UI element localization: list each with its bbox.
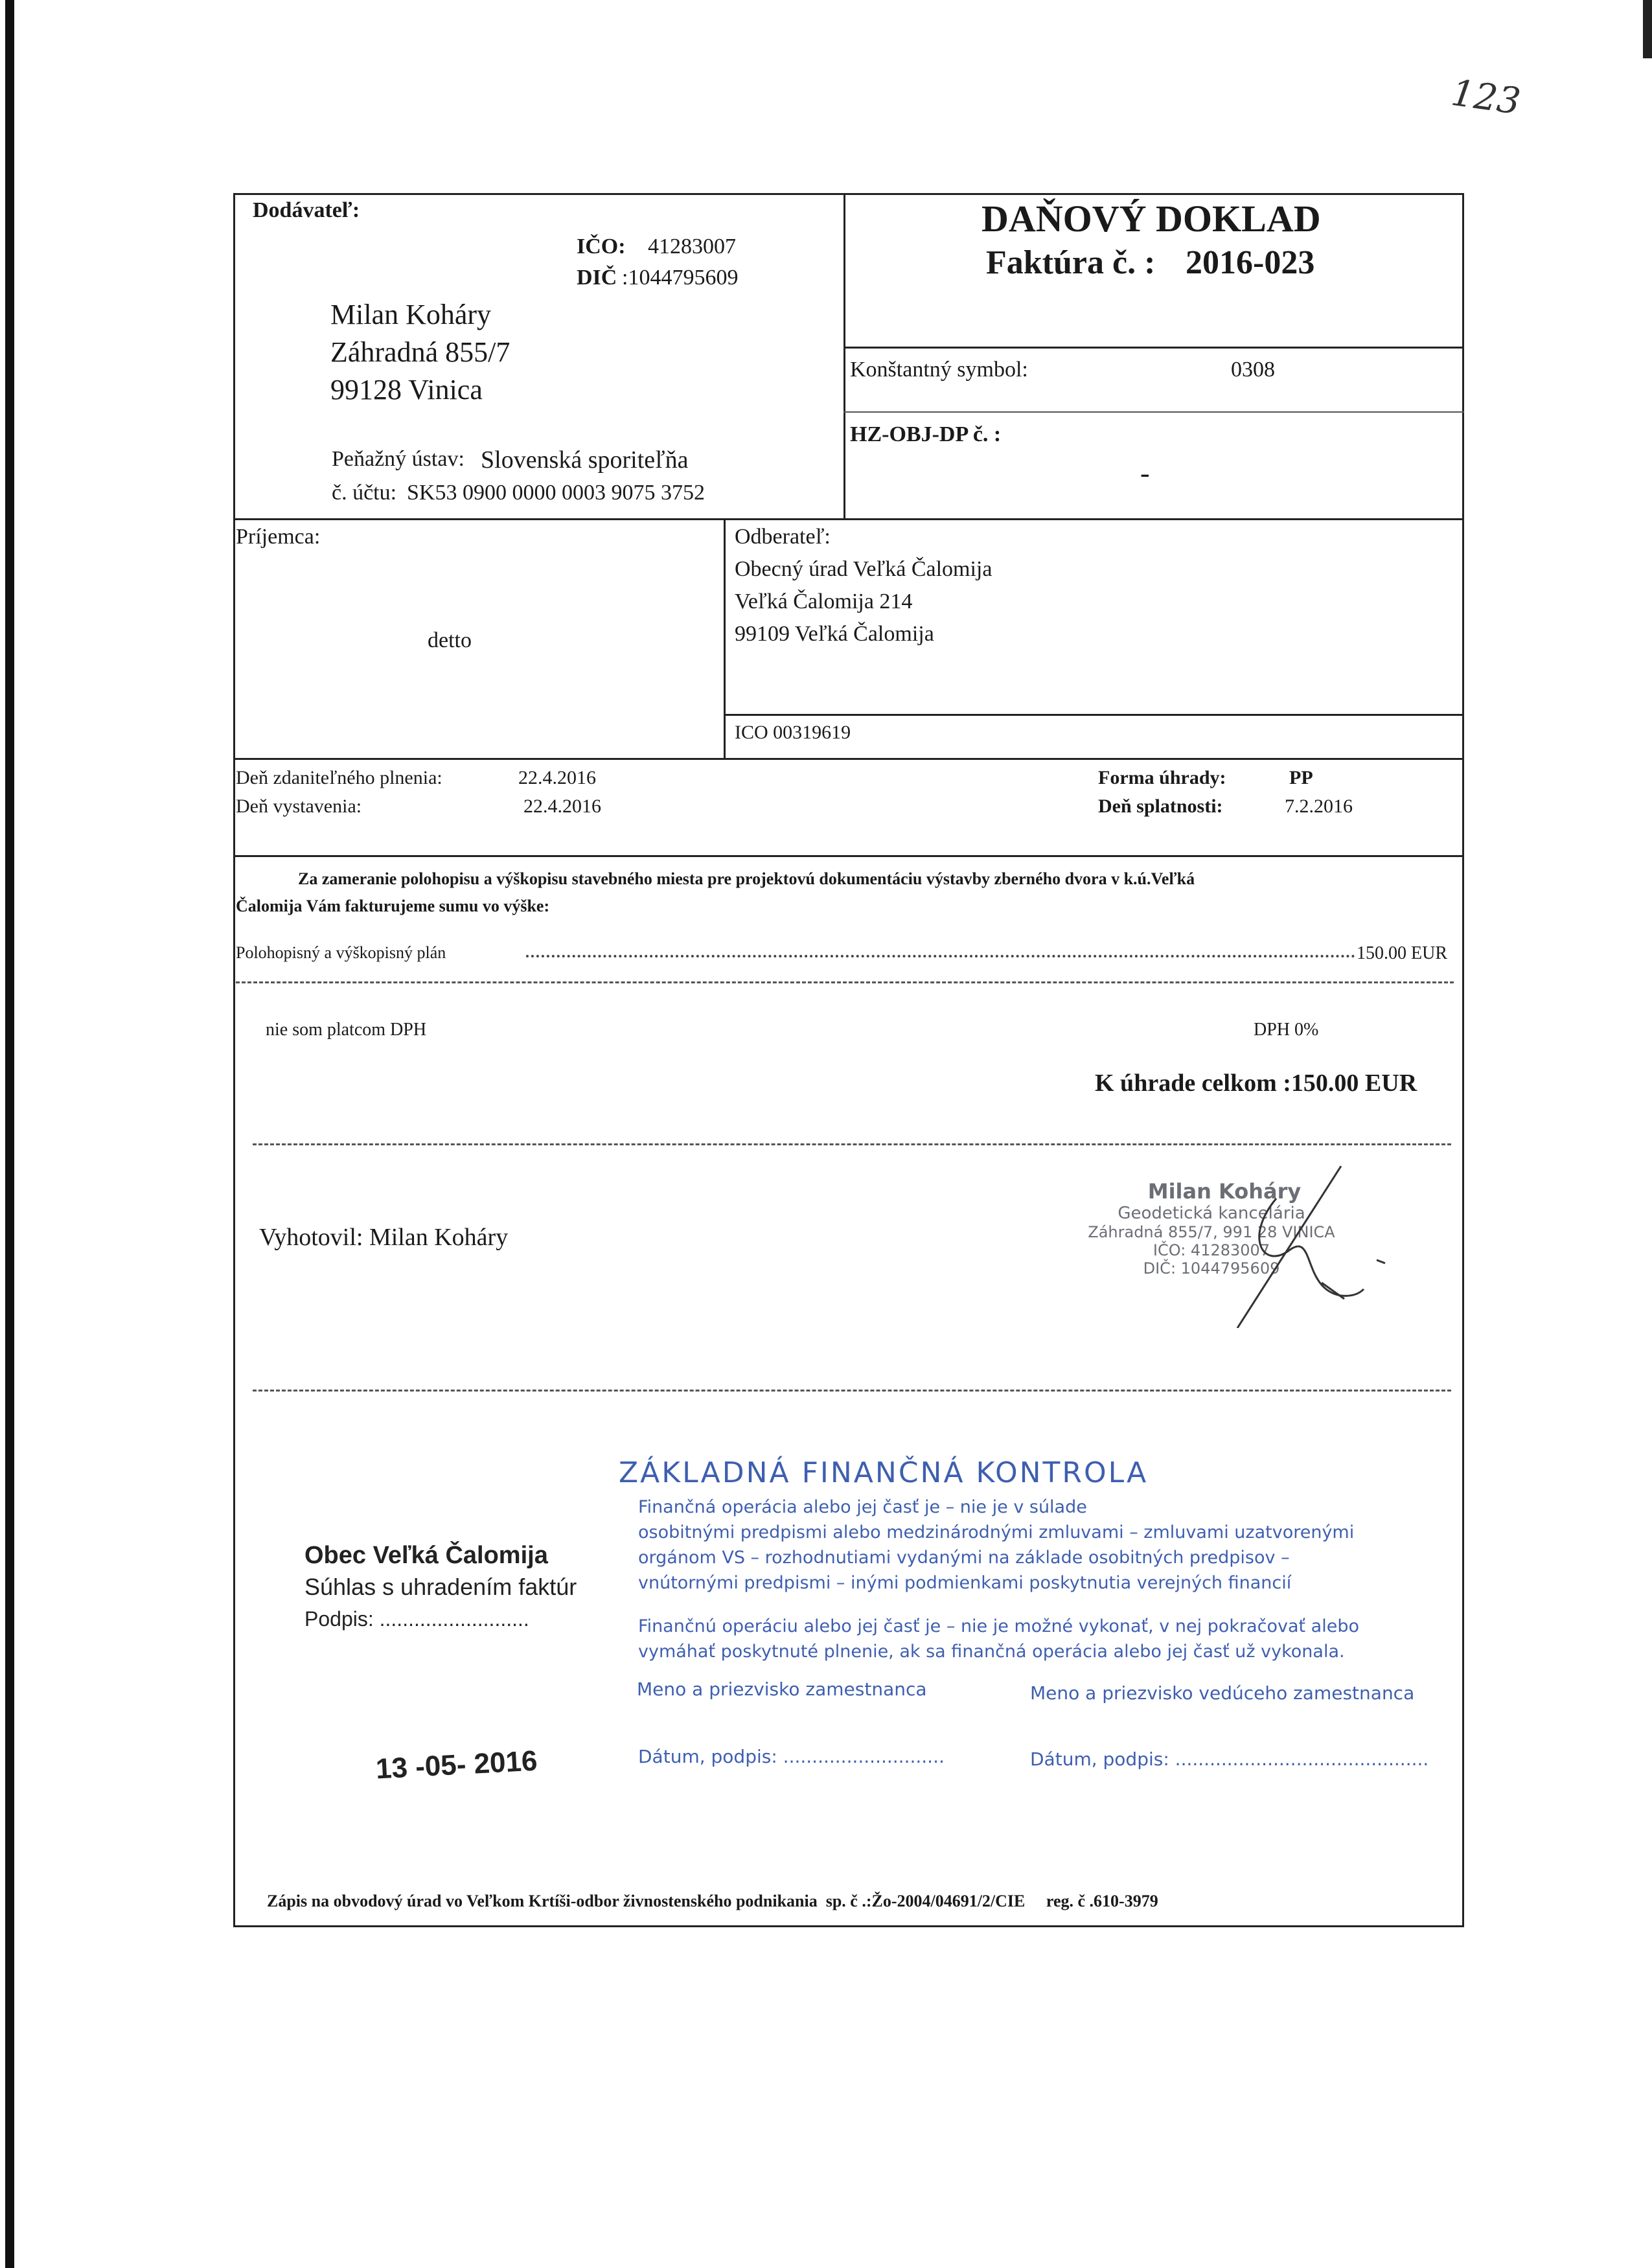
customer-line3: 99109 Veľká Čalomija	[735, 622, 934, 646]
control-name2: Meno a priezvisko vedúceho zamestnanca	[1030, 1682, 1415, 1704]
supplier-account-label: č. účtu:	[332, 481, 397, 505]
order-number-label: HZ-OBJ-DP č. :	[850, 422, 1002, 446]
recipient-value: detto	[428, 628, 472, 652]
item-divider	[236, 981, 1454, 983]
item-label: Polohopisný a výškopisný plán	[236, 943, 446, 962]
company-stamp-line4: IČO: 41283007	[1153, 1241, 1270, 1259]
company-stamp-line2: Geodetická kancelária	[1118, 1204, 1305, 1223]
municipal-stamp	[304, 1542, 602, 1631]
control-name1: Meno a priezvisko zamestnanca	[637, 1678, 927, 1700]
due-date: 7.2.2016	[1285, 796, 1353, 817]
customer-line1: Obecný úrad Veľká Čalomija	[735, 557, 992, 581]
description-line1: Za zameranie polohopisu a výškopisu stavebného miesta pre projektovú dokumentáciu výstavby zberného dvora v k.ú.Veľká	[298, 869, 1195, 888]
prepared-by: Vyhotovil: Milan Koháry	[259, 1224, 509, 1251]
due-date-label: Deň splatnosti:	[1098, 796, 1223, 817]
invoice-number-label: Faktúra č. :	[986, 244, 1156, 281]
constant-symbol-label: Konštantný symbol:	[850, 358, 1028, 382]
signature-divider	[253, 1390, 1451, 1392]
issue-date-label: Deň vystavenia:	[236, 796, 362, 817]
vat-note: nie som platcom DPH	[266, 1020, 427, 1040]
constant-symbol: 0308	[1231, 358, 1275, 382]
control-date2: Dátum, podpis: ............................................	[1030, 1748, 1429, 1770]
supplier-street: Záhradná 855/7	[330, 336, 511, 368]
description-line2: Čalomija Vám fakturujeme sumu vo výške:	[236, 897, 550, 915]
supplier-dic: :1044795609	[622, 266, 739, 290]
customer-line2: Veľká Čalomija 214	[735, 590, 913, 613]
supplier-name: Milan Koháry	[330, 299, 492, 330]
control-p2-l1: Finančnú operáciu alebo jej časť je – nie je možné vykonať, v nej pokračovať alebo	[638, 1616, 1359, 1636]
invoice-number: 2016-023	[1186, 244, 1315, 281]
control-date1: Dátum, podpis: ............................	[638, 1746, 945, 1767]
control-p1-l3: orgánom VS – rozhodnutiami vydanými na základe osobitných predpisov –	[638, 1548, 1290, 1568]
payment-form: PP	[1289, 767, 1313, 788]
issue-date: 22.4.2016	[523, 796, 601, 817]
supplier-dic-label: DIČ	[577, 266, 617, 290]
recipient-heading: Príjemca:	[236, 525, 321, 549]
control-p1-l2: osobitnými predpismi alebo medzinárodnými zmluvami – zmluvami uzatvorenými	[638, 1522, 1355, 1542]
company-stamp-line1: Milan Koháry	[1147, 1179, 1302, 1204]
municipal-stamp-line3: Podpis: ..........................	[304, 1607, 529, 1631]
financial-control-stamp	[619, 1456, 1454, 1785]
supplier-city: 99128 Vinica	[330, 374, 483, 406]
company-stamp-line5: DIČ: 1044795609	[1143, 1259, 1280, 1277]
supplier-heading: Dodávateľ:	[253, 198, 360, 222]
control-p1-l1: Finančná operácia alebo jej časť je – nie je v súlade	[638, 1497, 1087, 1517]
company-stamp-line3: Záhradná 855/7, 991 28 VINICA	[1088, 1223, 1335, 1241]
supplier-ico: 41283007	[648, 235, 736, 258]
customer-ico: ICO 00319619	[735, 722, 851, 743]
control-names-row	[638, 1678, 1454, 1717]
vat-rate: DPH 0%	[1254, 1020, 1319, 1040]
tax-date-label: Deň zdaniteľného plnenia:	[236, 767, 442, 788]
supplier-account: SK53 0900 0000 0003 9075 3752	[407, 481, 705, 505]
municipal-stamp-line1: Obec Veľká Čalomija	[304, 1542, 548, 1569]
control-p2-l2: vymáhať poskytnuté plnenie, ak sa finančná operácia alebo jej časť už vykonala.	[638, 1642, 1345, 1662]
page-number-handwritten: 123	[1448, 71, 1523, 124]
municipal-stamp-date: 13 -05- 2016	[374, 1745, 538, 1785]
total-amount: K úhrade celkom :150.00 EUR	[1095, 1070, 1417, 1097]
scan-edge-left	[5, 0, 14, 2268]
footer-registration: Zápis na obvodový úrad vo Veľkom Krtíši-odbor živnostenského podnikania sp. č .:Žo-2004/04691/2/CIE reg. č .610-3979	[267, 1892, 1158, 1910]
control-title: ZÁKLADNÁ FINANČNÁ KONTROLA	[619, 1456, 1149, 1489]
order-number: -	[1140, 457, 1150, 489]
item-amount: 150.00 EUR	[1357, 943, 1447, 963]
control-dates-row	[638, 1746, 1454, 1785]
total-divider	[253, 1143, 1451, 1145]
doc-title: DAŇOVÝ DOKLAD	[981, 198, 1321, 240]
signature	[1192, 1160, 1386, 1328]
item-leader-dots	[526, 955, 1355, 957]
supplier-bank: Slovenská sporiteľňa	[481, 446, 689, 474]
customer-heading: Odberateľ:	[735, 525, 831, 549]
supplier-ico-label: IČO:	[577, 235, 626, 258]
municipal-stamp-line2: Súhlas s uhradením faktúr	[304, 1574, 577, 1600]
payment-form-label: Forma úhrady:	[1098, 767, 1226, 788]
control-p1-l4: vnútornými predpismi – inými podmienkami poskytnutia verejných financií	[638, 1573, 1292, 1593]
tax-date: 22.4.2016	[518, 767, 596, 788]
scan-edge-right	[1643, 0, 1652, 58]
supplier-bank-label: Peňažný ústav:	[332, 447, 465, 471]
item-row	[236, 943, 1454, 969]
